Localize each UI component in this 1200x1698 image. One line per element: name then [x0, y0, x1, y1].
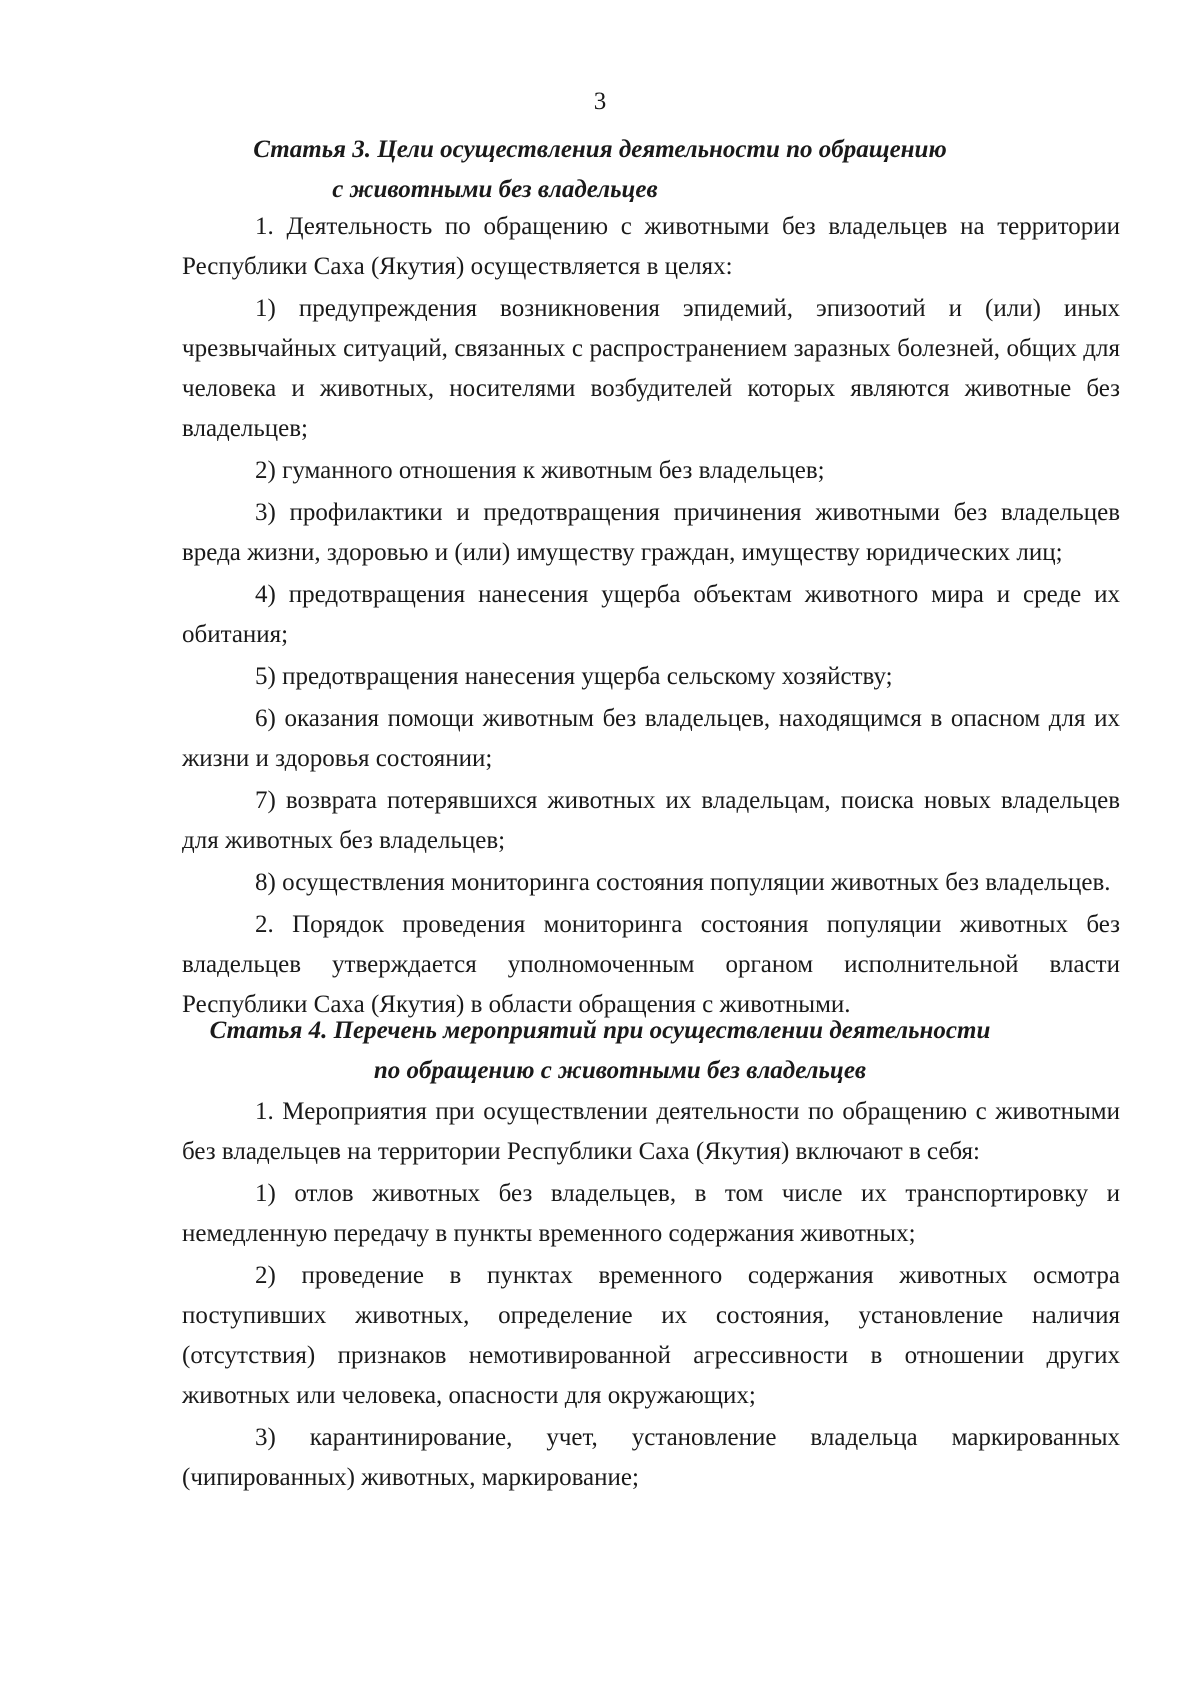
article-3-paragraph: 1. Деятельность по обращению с животными без владельцев на территории Республики Саха (Якутия) осуществляется в целях: — [182, 213, 1120, 280]
article-4-paragraph: 1) отлов животных без владельцев, в том числе их транспортировку и немедленную передачу в пункты временного содержания животных; — [182, 1180, 1120, 1247]
article-3-paragraph: 7) возврата потерявшихся животных их владельцам, поиска новых владельцев для животных без владельцев; — [182, 787, 1120, 854]
article-3-paragraph: 5) предотвращения нанесения ущерба сельскому хозяйству; — [255, 663, 893, 690]
article-3-body — [182, 207, 1120, 1027]
page-number: 3 — [593, 88, 607, 115]
article-4-body — [182, 1092, 1120, 1500]
article-4-paragraph: 2) проведение в пунктах временного содержания животных осмотра поступивших животных, определение их состояния, установление наличия (отсутствия) признаков немотивированной агрессивности в отношении других животных или человека, опасности для окружающих; — [182, 1262, 1120, 1409]
article-3-paragraph: 2. Порядок проведения мониторинга состояния популяции животных без владельцев утверждается уполномоченным органом исполнительной власти Республики Саха (Якутия) в области обращения с животными. — [182, 911, 1120, 1018]
article-4-title — [0, 1011, 1200, 1091]
article-4-paragraph: 3) карантинирование, учет, установление владельца маркированных (чипированных) животных, маркирование; — [182, 1424, 1120, 1491]
article-3-paragraph: 2) гуманного отношения к животным без владельцев; — [255, 457, 825, 484]
article-4-paragraph: 1. Мероприятия при осуществлении деятельности по обращению с животными без владельцев на территории Республики Саха (Якутия) включают в себя: — [182, 1098, 1120, 1165]
article-3-title-line-1: Статья 3. Цели осуществления деятельности по обращению — [253, 136, 947, 163]
article-3-title — [0, 130, 1200, 210]
article-3-paragraph: 4) предотвращения нанесения ущерба объектам животного мира и среде их обитания; — [182, 581, 1120, 648]
article-4-title-line-1: Статья 4. Перечень мероприятий при осуществлении деятельности — [209, 1017, 991, 1044]
article-3-paragraph: 3) профилактики и предотвращения причинения животными без владельцев вреда жизни, здоровью и (или) имуществу граждан, имуществу юридических лиц; — [182, 499, 1120, 566]
article-3-paragraph: 1) предупреждения возникновения эпидемий, эпизоотий и (или) иных чрезвычайных ситуаций, связанных с распространением заразных болезней, общих для человека и животных, носителями возбудителей которых являются животные без владельцев; — [182, 295, 1120, 442]
article-3-paragraph: 6) оказания помощи животным без владельцев, находящимся в опасном для их жизни и здоровья состоянии; — [182, 705, 1120, 772]
article-3-title-line-2: с животными без владельцев — [332, 176, 658, 203]
article-4-title-line-2: по обращению с животными без владельцев — [373, 1057, 867, 1084]
article-3-paragraph: 8) осуществления мониторинга состояния популяции животных без владельцев. — [255, 869, 1111, 896]
